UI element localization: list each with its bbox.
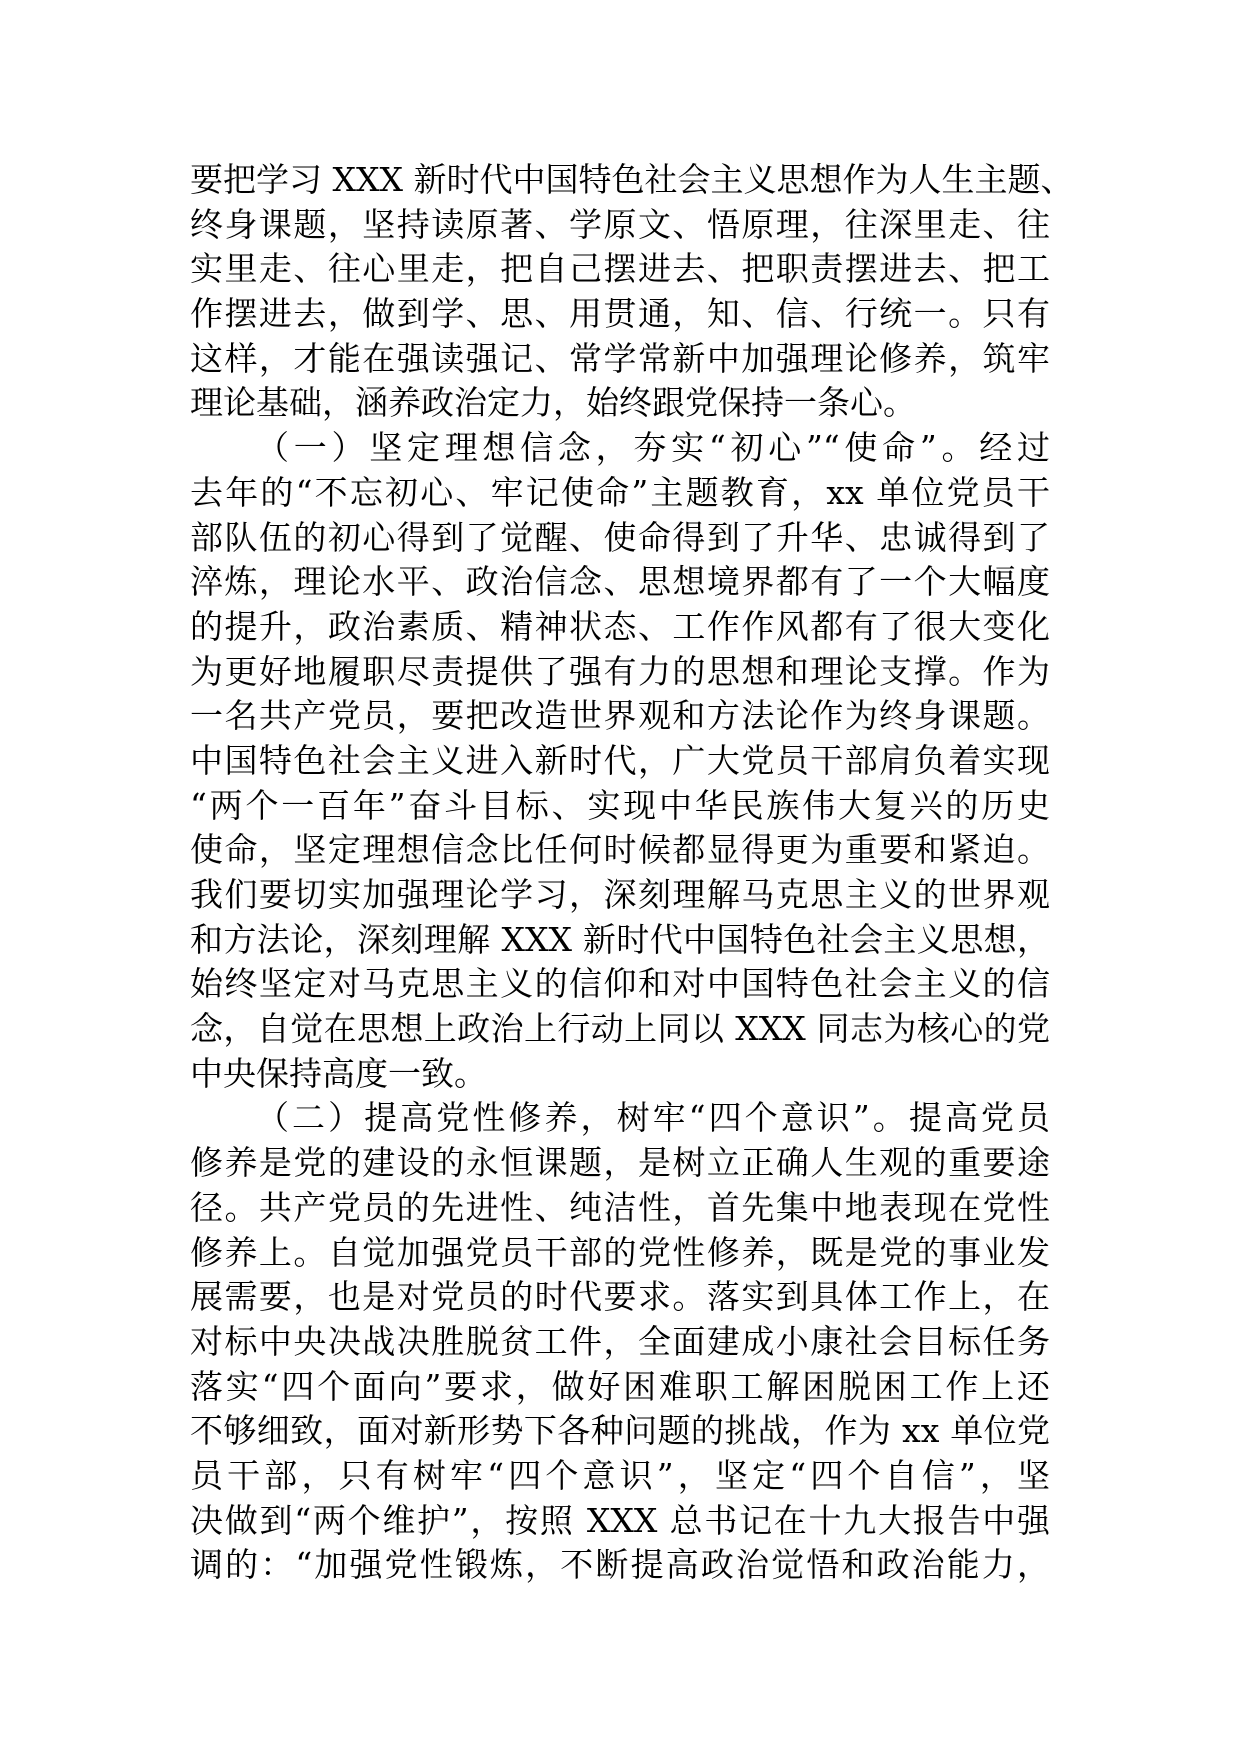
text-line: 作摆进去，做到学、思、用贯通，知、信、行统一。只有 bbox=[190, 294, 1050, 334]
text-line: 部队伍的初心得到了觉醒、使命得到了升华、忠诚得到了 bbox=[190, 517, 1050, 557]
text-line: 调的：“加强党性锻炼，不断提高政治觉悟和政治能力， bbox=[190, 1545, 1050, 1585]
document-body bbox=[190, 158, 1074, 1588]
paragraph-section-2 bbox=[190, 1096, 1050, 1588]
text-line: 这样，才能在强读强记、常学常新中加强理论修养，筑牢 bbox=[190, 338, 1050, 378]
paragraph-section-1 bbox=[190, 426, 1050, 1096]
text-line: 中国特色社会主义进入新时代，广大党员干部肩负着实现 bbox=[190, 740, 1050, 780]
text-line: 不够细致，面对新形势下各种问题的挑战，作为 xx 单位党 bbox=[190, 1411, 1050, 1451]
text-line: 淬炼，理论水平、政治信念、思想境界都有了一个大幅度 bbox=[190, 562, 1050, 602]
text-line: 对标中央决战决胜脱贫工件，全面建成小康社会目标任务 bbox=[190, 1321, 1050, 1361]
section-heading-line: （二）提高党性修养，树牢“四个意识”。提高党员 bbox=[256, 1098, 1050, 1138]
text-line: 的提升，政治素质、精神状态、工作作风都有了很大变化 bbox=[190, 606, 1050, 646]
paragraph-intro bbox=[190, 158, 1074, 426]
text-line: 我们要切实加强理论学习，深刻理解马克思主义的世界观 bbox=[190, 875, 1050, 914]
text-line: 和方法论，深刻理解 XXX 新时代中国特色社会主义思想， bbox=[190, 919, 1050, 959]
text-line: 员干部，只有树牢“四个意识”，坚定“四个自信”，坚 bbox=[190, 1455, 1050, 1495]
text-line: 中央保持高度一致。 bbox=[190, 1053, 487, 1093]
text-line: 使命，坚定理想信念比任何时候都显得更为重要和紧迫。 bbox=[190, 830, 1050, 870]
text-line: 展需要，也是对党员的时代要求。落实到具体工作上，在 bbox=[190, 1277, 1050, 1317]
text-line: 修养上。自觉加强党员干部的党性修养，既是党的事业发 bbox=[190, 1232, 1050, 1272]
text-line: 理论基础，涵养政治定力，始终跟党保持一条心。 bbox=[190, 383, 916, 423]
text-line: 要把学习 XXX 新时代中国特色社会主义思想作为人生主题、 bbox=[190, 160, 1074, 199]
text-line: 决做到“两个维护”，按照 XXX 总书记在十九大报告中强 bbox=[190, 1500, 1050, 1540]
text-line: 一名共产党员，要把改造世界观和方法论作为终身课题。 bbox=[190, 696, 1050, 736]
text-line: “两个一百年”奋斗目标、实现中华民族伟大复兴的历史 bbox=[190, 785, 1050, 825]
text-line: 为更好地履职尽责提供了强有力的思想和理论支撑。作为 bbox=[190, 651, 1050, 691]
text-line: 落实“四个面向”要求，做好困难职工解困脱困工作上还 bbox=[190, 1366, 1050, 1406]
text-line: 始终坚定对马克思主义的信仰和对中国特色社会主义的信 bbox=[190, 964, 1050, 1004]
text-line: 念，自觉在思想上政治上行动上同以 XXX 同志为核心的党 bbox=[190, 1009, 1050, 1049]
text-line: 终身课题，坚持读原著、学原文、悟原理，往深里走、往 bbox=[190, 204, 1050, 244]
section-heading-line: （一）坚定理想信念，夯实“初心”“使命”。经过 bbox=[256, 428, 1050, 468]
text-line: 去年的“不忘初心、牢记使命”主题教育，xx 单位党员干 bbox=[190, 472, 1050, 512]
text-line: 径。共产党员的先进性、纯洁性，首先集中地表现在党性 bbox=[190, 1187, 1050, 1227]
text-line: 修养是党的建设的永恒课题，是树立正确人生观的重要途 bbox=[190, 1143, 1050, 1183]
text-line: 实里走、往心里走，把自己摆进去、把职责摆进去、把工 bbox=[190, 249, 1050, 289]
